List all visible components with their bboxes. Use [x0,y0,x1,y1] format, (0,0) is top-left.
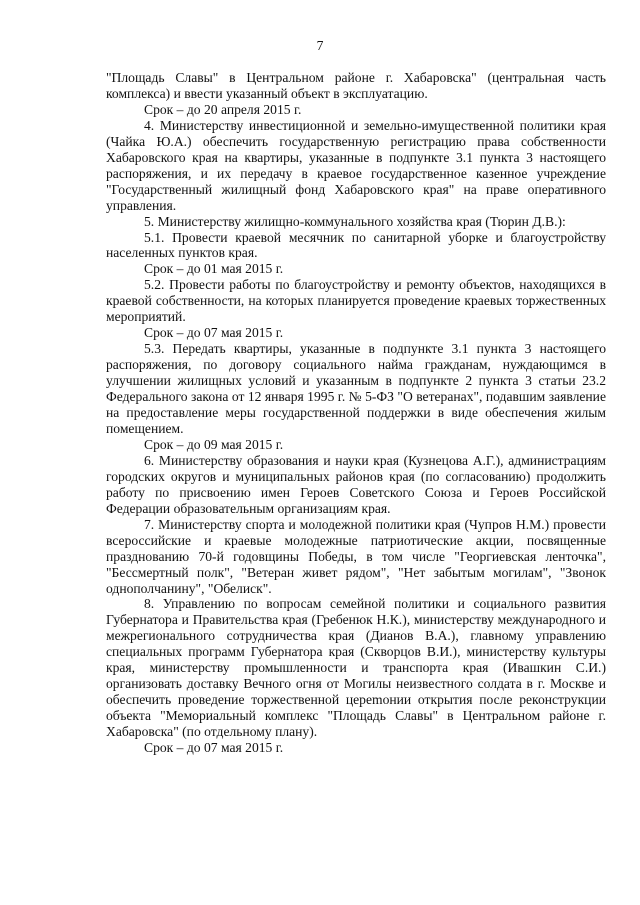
deadline-line: Срок – до 09 мая 2015 г. [144,436,284,452]
paragraph-item-7: 7. Министерству спорта и молодежной политики края (Чупров Н.М.) провести всероссийские и краевые молодежные патриотические акции, посвященные празднованию 70-й годовщины Победы, в том числе "Георгиевская ленточка", "Бессмертный полк", "Ветеран живет рядом", "Нет забытым могилам", "Звонок однополчанину", "Обелиск". [106,516,606,596]
paragraph-item-5-3: 5.3. Передать квартиры, указанные в подпункте 3.1 пункта 3 настоящего распоряжения, по договору социального найма гражданам, нуждающимся в улучшении жилищных условий и указанным в подпункте 2 пункта 3 статьи 23.2 Федерального закона от 12 января 1995 г. № 5-ФЗ "О ветеранах", подавшим заявление на предоставление меры государственной поддержки в виде обеспечения жилым помещением. [106,341,606,436]
paragraph-item-8: 8. Управлению по вопросам семейной политики и социального развития Губернатора и Правительства края (Гребенюк Н.К.), министерству международного и межрегионального сотрудничества края (Дианов В.А.), главному управлению специальных программ Губернатора края (Скворцов В.И.), министерству культуры края, министерству промышленности и транспорта края (Ивашкин С.И.) организовать доставку Вечного огня от Могилы неизвестного солдата в г. Москве и обеспечить проведение торжественной цереmонии открытия после реконструкции объекта "Мемориальный комплекс "Площадь Славы" в Центральном районе г. Хабаровска" (по отдельному плану). [106,596,606,740]
paragraph-item-5-1: 5.1. Провести краевой месячник по санитарной уборке и благоустройству населенных пунктов края. [106,229,606,261]
paragraph-item-5: 5. Министерству жилищно-коммунального хозяйства края (Тюрин Д.В.): [144,213,566,229]
deadline-line: Срок – до 01 мая 2015 г. [144,261,284,277]
page-number: 7 [316,38,324,53]
deadline-line: Срок – до 07 мая 2015 г. [144,325,284,341]
paragraph-item-5-2: 5.2. Провести работы по благоустройству и ремонту объектов, находящихся в краевой собственности, на которых планируется проведение краевых торжественных мероприятий. [106,277,606,325]
deadline-line: Срок – до 20 апреля 2015 г. [144,101,302,117]
paragraph-item-6: 6. Министерству образования и науки края (Кузнецова А.Г.), администрациям городских округов и муниципальных районов края (по согласованию) продолжить работу по присвоению имен Героев Советского Союза и Героев Российской Федерации образовательным организациям края. [106,452,606,516]
deadline-line: Срок – до 07 мая 2015 г. [144,740,284,756]
paragraph-continuation: "Площадь Славы" в Центральном районе г. Хабаровска" (центральная часть комплекса) и ввести указанный объект в эксплуатацию. [106,70,606,101]
paragraph-item-4: 4. Министерству инвестиционной и земельно-имущественной политики края (Чайка Ю.А.) обеспечить государственную регистрацию права собственности Хабаровского края на квартиры, указанные в подпункте 3.1 пункта 3 настоящего распоряжения, и их передачу в краевое государственное казенное учреждение "Государственный жилищный фонд Хабаровского края" на праве оперативного управления. [106,117,606,213]
document-body [106,70,606,756]
